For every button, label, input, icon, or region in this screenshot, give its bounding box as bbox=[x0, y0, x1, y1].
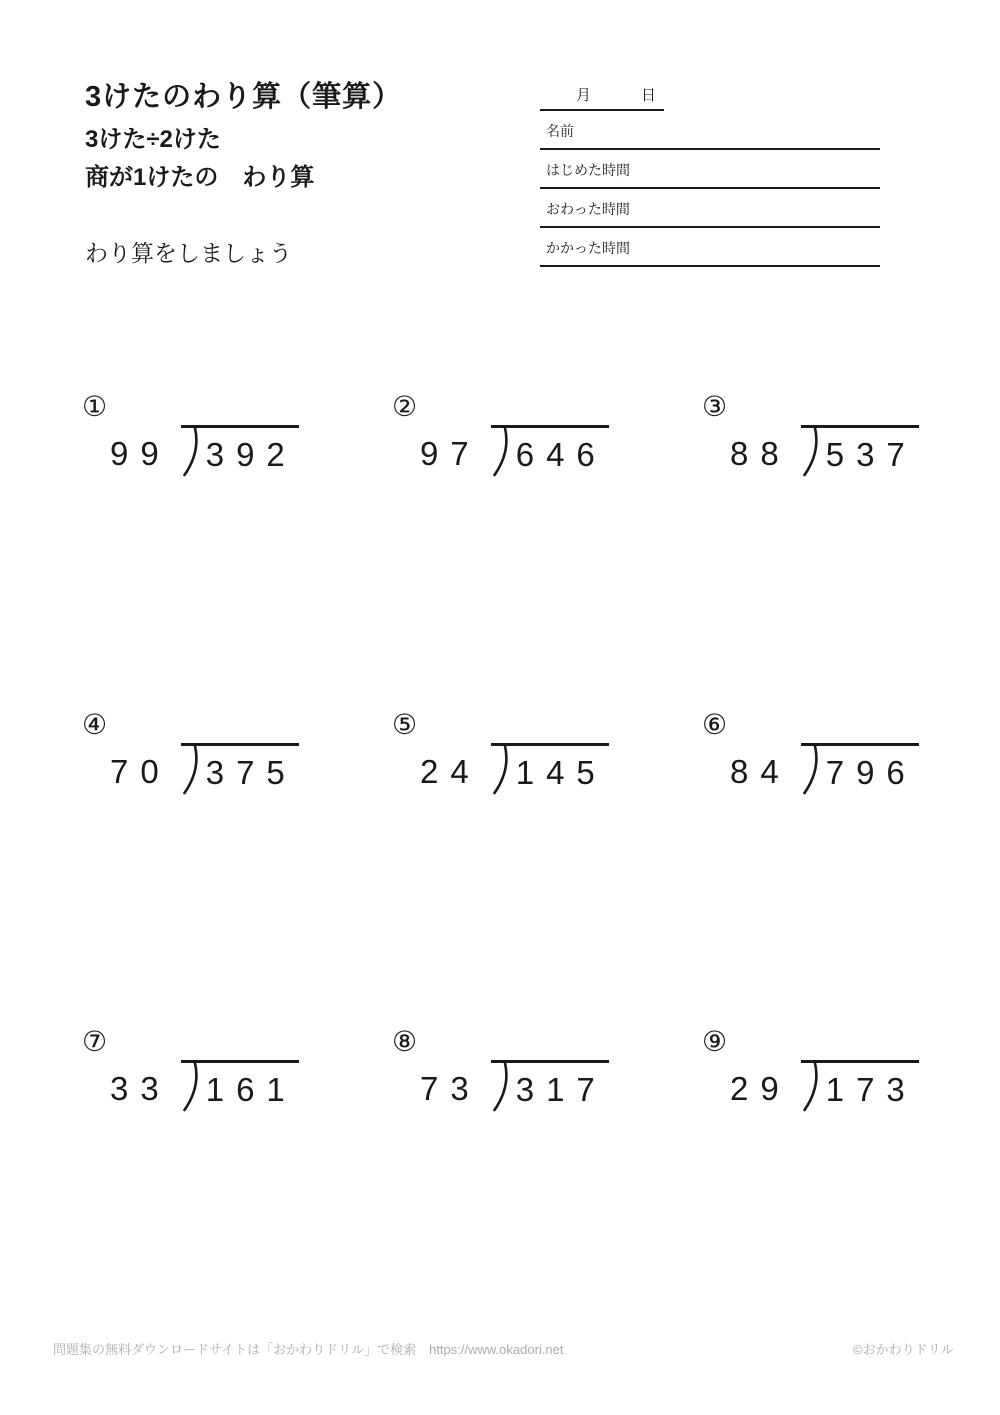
divisor: 99 bbox=[110, 435, 171, 472]
long-division-expression bbox=[730, 1060, 1000, 1112]
vinculum-and-dividend bbox=[801, 743, 919, 795]
name-label: 名前 bbox=[546, 123, 574, 139]
long-division-bracket-icon bbox=[803, 745, 820, 795]
problem-number: ④ bbox=[82, 709, 108, 740]
long-division-bracket-icon bbox=[493, 745, 510, 795]
problem-number: ③ bbox=[702, 391, 728, 422]
vinculum-and-dividend bbox=[801, 425, 919, 477]
problem-number: ⑦ bbox=[82, 1026, 108, 1057]
long-division-expression bbox=[110, 743, 382, 795]
long-division-expression bbox=[110, 425, 382, 477]
divisor: 97 bbox=[420, 435, 481, 472]
division-problem bbox=[392, 711, 692, 795]
divisor: 24 bbox=[420, 753, 481, 790]
dividend: 537 bbox=[825, 436, 917, 473]
dividend: 392 bbox=[205, 436, 297, 473]
divisor: 70 bbox=[110, 753, 171, 790]
long-division-bracket-icon bbox=[803, 427, 820, 477]
long-division-expression bbox=[420, 743, 692, 795]
end-time-field bbox=[540, 189, 880, 228]
vinculum-and-dividend bbox=[491, 743, 609, 795]
divisor: 29 bbox=[730, 1070, 791, 1107]
footer-copyright: ©おかわりドリル bbox=[853, 1342, 954, 1357]
vinculum-and-dividend bbox=[181, 425, 299, 477]
long-division-bracket-icon bbox=[803, 1062, 820, 1112]
vinculum-and-dividend bbox=[801, 1060, 919, 1112]
division-problem bbox=[702, 1028, 1000, 1112]
long-division-expression bbox=[730, 743, 1000, 795]
day-label: 日 bbox=[641, 87, 657, 104]
long-division-bracket-icon bbox=[183, 427, 200, 477]
problem-number: ⑧ bbox=[392, 1026, 418, 1057]
dividend: 317 bbox=[515, 1071, 607, 1108]
elapsed-time-field bbox=[540, 228, 880, 267]
page-subtitle-digits: 3けた÷2けた bbox=[85, 126, 221, 153]
vinculum-and-dividend bbox=[491, 425, 609, 477]
divisor: 88 bbox=[730, 435, 791, 472]
problem-number: ⑥ bbox=[702, 709, 728, 740]
problem-number: ① bbox=[82, 391, 108, 422]
date-field bbox=[540, 83, 664, 111]
division-problem bbox=[82, 711, 382, 795]
long-division-bracket-icon bbox=[493, 427, 510, 477]
division-problem bbox=[82, 1028, 382, 1112]
dividend: 646 bbox=[515, 436, 607, 473]
vinculum-and-dividend bbox=[491, 1060, 609, 1112]
instruction-text: わり算をしましょう bbox=[85, 240, 292, 266]
problem-number: ⑤ bbox=[392, 709, 418, 740]
month-label: 月 bbox=[576, 87, 592, 104]
name-field bbox=[540, 111, 880, 150]
problem-number: ② bbox=[392, 391, 418, 422]
start-time-field bbox=[540, 150, 880, 189]
division-problem bbox=[392, 1028, 692, 1112]
page-subtitle-quotient: 商が1けたの わり算 bbox=[85, 164, 315, 191]
elapsed-time-label: かかった時間 bbox=[546, 240, 630, 256]
long-division-bracket-icon bbox=[493, 1062, 510, 1112]
long-division-expression bbox=[420, 425, 692, 477]
footer-site-info: 問題集の無料ダウンロードサイトは「おかわりドリル」で検索 https://www.okadori.net bbox=[53, 1342, 564, 1357]
divisor: 73 bbox=[420, 1070, 481, 1107]
end-time-label: おわった時間 bbox=[546, 201, 630, 217]
problem-number: ⑨ bbox=[702, 1026, 728, 1057]
division-problem bbox=[392, 393, 692, 477]
page-title: 3けたのわり算（筆算） bbox=[85, 81, 403, 113]
division-problem bbox=[82, 393, 382, 477]
dividend: 161 bbox=[205, 1071, 297, 1108]
division-problem bbox=[702, 711, 1000, 795]
long-division-bracket-icon bbox=[183, 1062, 200, 1112]
start-time-label: はじめた時間 bbox=[546, 162, 630, 178]
long-division-expression bbox=[110, 1060, 382, 1112]
long-division-expression bbox=[730, 425, 1000, 477]
dividend: 145 bbox=[515, 754, 607, 791]
dividend: 796 bbox=[825, 754, 917, 791]
divisor: 33 bbox=[110, 1070, 171, 1107]
divisor: 84 bbox=[730, 753, 791, 790]
vinculum-and-dividend bbox=[181, 1060, 299, 1112]
long-division-bracket-icon bbox=[183, 745, 200, 795]
info-form bbox=[540, 83, 880, 267]
division-problem bbox=[702, 393, 1000, 477]
dividend: 375 bbox=[205, 754, 297, 791]
dividend: 173 bbox=[825, 1071, 917, 1108]
long-division-expression bbox=[420, 1060, 692, 1112]
vinculum-and-dividend bbox=[181, 743, 299, 795]
